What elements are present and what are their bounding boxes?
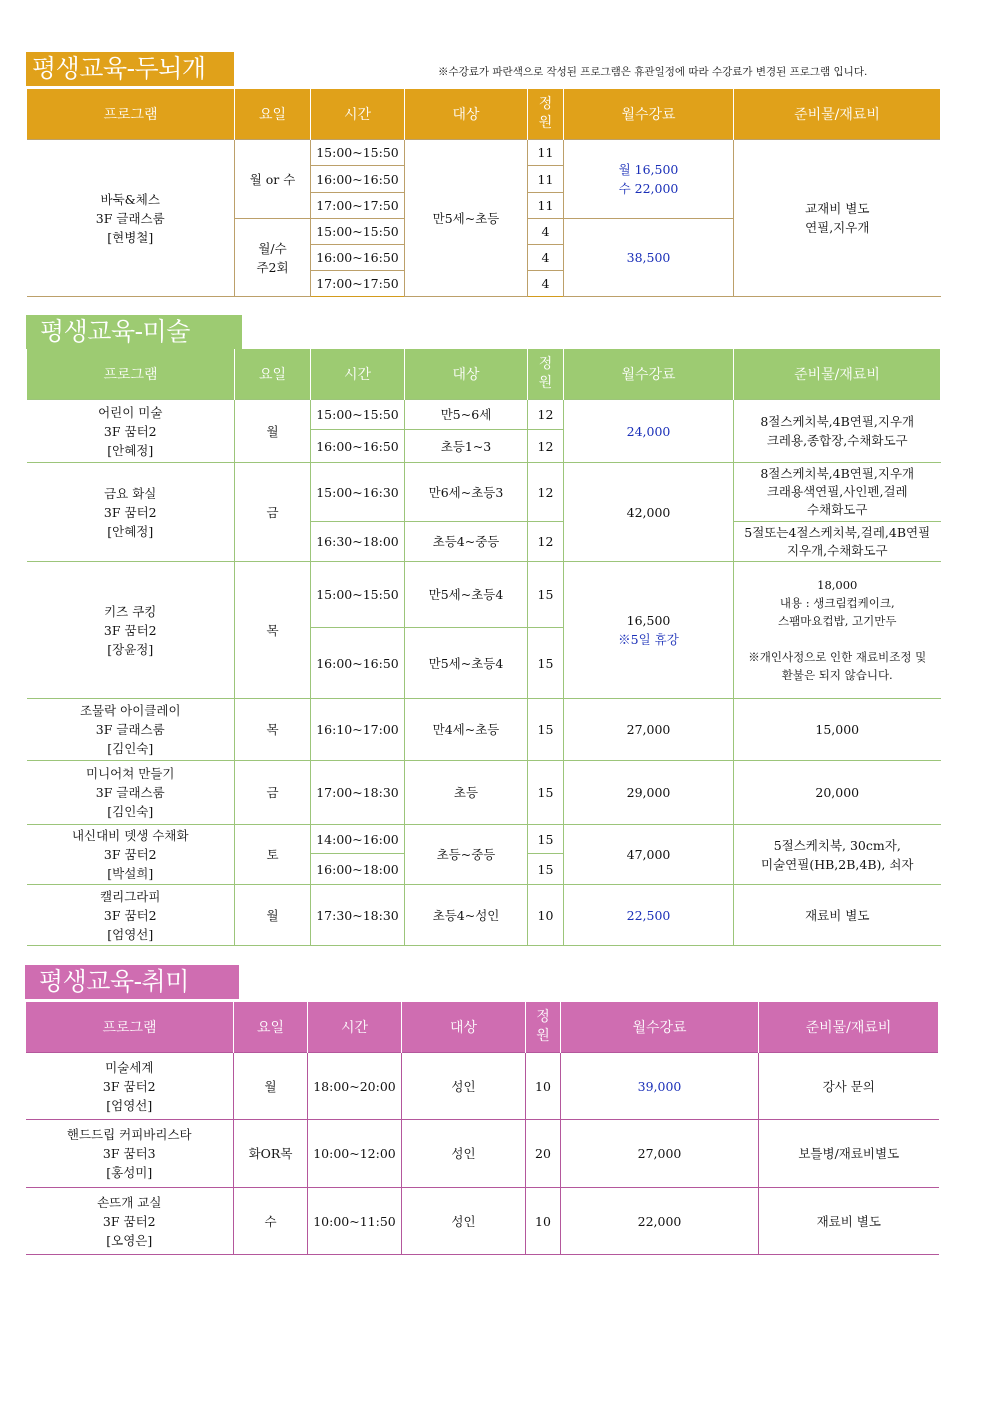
- brain-table: [26, 89, 941, 297]
- table-row: [27, 400, 941, 430]
- program-name: 조물락 아이클레이 3F 글래스룸 [김인숙]: [27, 699, 235, 761]
- supplies-cell: 재료비 별도: [759, 1188, 939, 1255]
- table-row: [26, 1188, 939, 1255]
- fee-cell: 38,500: [564, 219, 734, 297]
- target-cell: 초등: [405, 761, 528, 825]
- supplies-cell: 5절스케치북, 30cm자, 미술연필(HB,2B,4B), 쇠자: [734, 825, 941, 885]
- table-row: [27, 885, 941, 946]
- day-cell: 금: [235, 463, 311, 562]
- capacity-cell: 12: [528, 400, 564, 430]
- target-cell: 초등~중등: [405, 825, 528, 885]
- time-cell: 15:00~15:50: [311, 219, 405, 245]
- table-row: [26, 1053, 939, 1120]
- header-fee: 월수강료: [564, 89, 734, 140]
- time-cell: 15:00~15:50: [311, 400, 405, 430]
- day-cell: 월: [234, 1053, 308, 1120]
- table-header-row: [27, 89, 941, 140]
- time-cell: 17:00~18:30: [311, 761, 405, 825]
- header-capacity: 정 원: [528, 349, 564, 400]
- capacity-cell: 11: [528, 140, 564, 166]
- capacity-cell: 15: [528, 628, 564, 699]
- time-cell: 16:00~16:50: [311, 166, 405, 193]
- fee-cell: 39,000: [561, 1053, 759, 1120]
- day-cell: 월: [235, 400, 311, 463]
- supplies-cell: 8절스케치북,4B연필,지우개 크레용,종합장,수채화도구: [734, 400, 941, 463]
- fee-cell: 47,000: [564, 825, 734, 885]
- program-name: 바둑&체스 3F 글래스룸 [현병철]: [27, 140, 235, 297]
- hobby-table: [25, 1002, 939, 1255]
- target-cell: 만5세~초등: [405, 140, 528, 297]
- fee-cell: [564, 562, 734, 699]
- hobby-section-title: 평생교육-취미: [25, 965, 239, 999]
- header-capacity: 정 원: [528, 89, 564, 140]
- header-program: 프로그램: [27, 89, 235, 140]
- header-day: 요일: [235, 89, 311, 140]
- time-cell: 17:30~18:30: [311, 885, 405, 946]
- target-cell: 성인: [402, 1188, 526, 1255]
- time-cell: 15:00~15:50: [311, 562, 405, 628]
- capacity-cell: 15: [528, 825, 564, 854]
- day-cell: 월: [235, 885, 311, 946]
- table-row: [27, 562, 941, 628]
- fee-cell: 27,000: [564, 699, 734, 761]
- table-row: [27, 699, 941, 761]
- capacity-cell: 12: [528, 463, 564, 522]
- art-table: [26, 349, 941, 946]
- time-cell: 16:30~18:00: [311, 522, 405, 562]
- capacity-cell: 15: [528, 562, 564, 628]
- time-cell: 16:00~16:50: [311, 245, 405, 271]
- capacity-cell: 15: [528, 699, 564, 761]
- capacity-cell: 4: [528, 271, 564, 297]
- target-cell: 만5세~초등4: [405, 562, 528, 628]
- target-cell: 만5세~초등4: [405, 628, 528, 699]
- program-name: 손뜨개 교실 3F 꿈터2 [오영은]: [26, 1188, 234, 1255]
- header-capacity: 정 원: [526, 1002, 561, 1053]
- program-name: 어린이 미술 3F 꿈터2 [안혜정]: [27, 400, 235, 463]
- table-row: [27, 825, 941, 854]
- time-cell: 17:00~17:50: [311, 271, 405, 297]
- table-row: [27, 140, 941, 166]
- header-program: 프로그램: [26, 1002, 234, 1053]
- header-fee: 월수강료: [564, 349, 734, 400]
- header-target: 대상: [405, 89, 528, 140]
- fee-cell: 22,500: [564, 885, 734, 946]
- table-header-row: [27, 349, 941, 400]
- target-cell: 만6세~초등3: [405, 463, 528, 522]
- supplies-cell: 15,000: [734, 699, 941, 761]
- supplies-cell: 18,000 내용 : 생크림컵케이크, 스팸마요컵밥, 고기만두 ※개인사정으로 인한 재료비조정 및 환불은 되지 않습니다.: [734, 562, 941, 699]
- capacity-cell: 4: [528, 219, 564, 245]
- holiday-note: ※5일 휴강: [618, 632, 679, 647]
- capacity-cell: 10: [528, 885, 564, 946]
- table-header-row: [26, 1002, 939, 1053]
- capacity-cell: 10: [526, 1188, 561, 1255]
- day-cell: 목: [235, 562, 311, 699]
- supplies-cell: 강사 문의: [759, 1053, 939, 1120]
- header-day: 요일: [234, 1002, 308, 1053]
- day-cell: 화OR목: [234, 1120, 308, 1188]
- fee-cell: 24,000: [564, 400, 734, 463]
- program-name: 캘리그라피 3F 꿈터2 [엄영선]: [27, 885, 235, 946]
- fee-cell: 29,000: [564, 761, 734, 825]
- hobby-section: [25, 965, 938, 1257]
- program-name: 미술세계 3F 꿈터2 [엄영선]: [26, 1053, 234, 1120]
- brain-section: [26, 52, 940, 300]
- program-name: 핸드드립 커피바리스타 3F 꿈터3 [홍성미]: [26, 1120, 234, 1188]
- time-cell: 16:00~18:00: [311, 854, 405, 885]
- capacity-cell: 12: [528, 430, 564, 463]
- day-cell: 금: [235, 761, 311, 825]
- header-supplies: 준비물/재료비: [734, 349, 941, 400]
- header-time: 시간: [308, 1002, 402, 1053]
- fee-change-notice: ※수강료가 파란색으로 작성된 프로그램은 휴관일정에 따라 수강료가 변경된 프로그램 입니다.: [438, 66, 868, 78]
- program-name: 금요 화실 3F 꿈터2 [안혜정]: [27, 463, 235, 562]
- capacity-cell: 11: [528, 193, 564, 219]
- header-fee: 월수강료: [561, 1002, 759, 1053]
- supplies-cell: 5절또는4절스케치북,걸레,4B연필 지우개,수채화도구: [734, 522, 941, 562]
- time-cell: 16:10~17:00: [311, 699, 405, 761]
- day-cell: 토: [235, 825, 311, 885]
- supplies-cell: 재료비 별도: [734, 885, 941, 946]
- table-row: [26, 1120, 939, 1188]
- header-time: 시간: [311, 349, 405, 400]
- program-name: 내신대비 뎃생 수채화 3F 꿈터2 [박설희]: [27, 825, 235, 885]
- supplies-cell: 교재비 별도 연필,지우개: [734, 140, 941, 297]
- fee-cell: 22,000: [561, 1188, 759, 1255]
- time-cell: 14:00~16:00: [311, 825, 405, 854]
- target-cell: 성인: [402, 1120, 526, 1188]
- time-cell: 17:00~17:50: [311, 193, 405, 219]
- header-time: 시간: [311, 89, 405, 140]
- header-day: 요일: [235, 349, 311, 400]
- supplies-cell: 20,000: [734, 761, 941, 825]
- time-cell: 16:00~16:50: [311, 628, 405, 699]
- time-cell: 16:00~16:50: [311, 430, 405, 463]
- header-program: 프로그램: [27, 349, 235, 400]
- target-cell: 성인: [402, 1053, 526, 1120]
- fee-cell: 27,000: [561, 1120, 759, 1188]
- time-cell: 10:00~11:50: [308, 1188, 402, 1255]
- target-cell: 만5~6세: [405, 400, 528, 430]
- day-cell: 월/수 주2회: [235, 219, 311, 297]
- time-cell: 15:00~15:50: [311, 140, 405, 166]
- day-cell: 월 or 수: [235, 140, 311, 219]
- header-target: 대상: [402, 1002, 526, 1053]
- supplies-cell: 8절스케치북,4B연필,지우개 크래용색연필,사인펜,걸레 수채화도구: [734, 463, 941, 522]
- time-cell: 15:00~16:30: [311, 463, 405, 522]
- fee-cell: 월 16,500 수 22,000: [564, 140, 734, 219]
- time-cell: 10:00~12:00: [308, 1120, 402, 1188]
- capacity-cell: 20: [526, 1120, 561, 1188]
- capacity-cell: 11: [528, 166, 564, 193]
- capacity-cell: 10: [526, 1053, 561, 1120]
- art-section-title: 평생교육-미술: [26, 315, 242, 349]
- capacity-cell: 12: [528, 522, 564, 562]
- brain-section-title: 평생교육-두뇌개: [26, 52, 234, 86]
- time-cell: 18:00~20:00: [308, 1053, 402, 1120]
- fee-cell: 42,000: [564, 463, 734, 562]
- day-cell: 목: [235, 699, 311, 761]
- capacity-cell: 15: [528, 854, 564, 885]
- table-row: [27, 761, 941, 825]
- header-supplies: 준비물/재료비: [734, 89, 941, 140]
- program-name: 미니어쳐 만들기 3F 글래스룸 [김인숙]: [27, 761, 235, 825]
- header-supplies: 준비물/재료비: [759, 1002, 939, 1053]
- program-name: 키즈 쿠킹 3F 꿈터2 [장윤정]: [27, 562, 235, 699]
- day-cell: 수: [234, 1188, 308, 1255]
- target-cell: 만4세~초등: [405, 699, 528, 761]
- table-row: [27, 463, 941, 522]
- target-cell: 초등4~중등: [405, 522, 528, 562]
- target-cell: 초등1~3: [405, 430, 528, 463]
- target-cell: 초등4~성인: [405, 885, 528, 946]
- capacity-cell: 4: [528, 245, 564, 271]
- art-section: [26, 315, 940, 945]
- supplies-cell: 보틀병/재료비별도: [759, 1120, 939, 1188]
- header-target: 대상: [405, 349, 528, 400]
- capacity-cell: 15: [528, 761, 564, 825]
- fee-amount: 16,500: [626, 613, 671, 628]
